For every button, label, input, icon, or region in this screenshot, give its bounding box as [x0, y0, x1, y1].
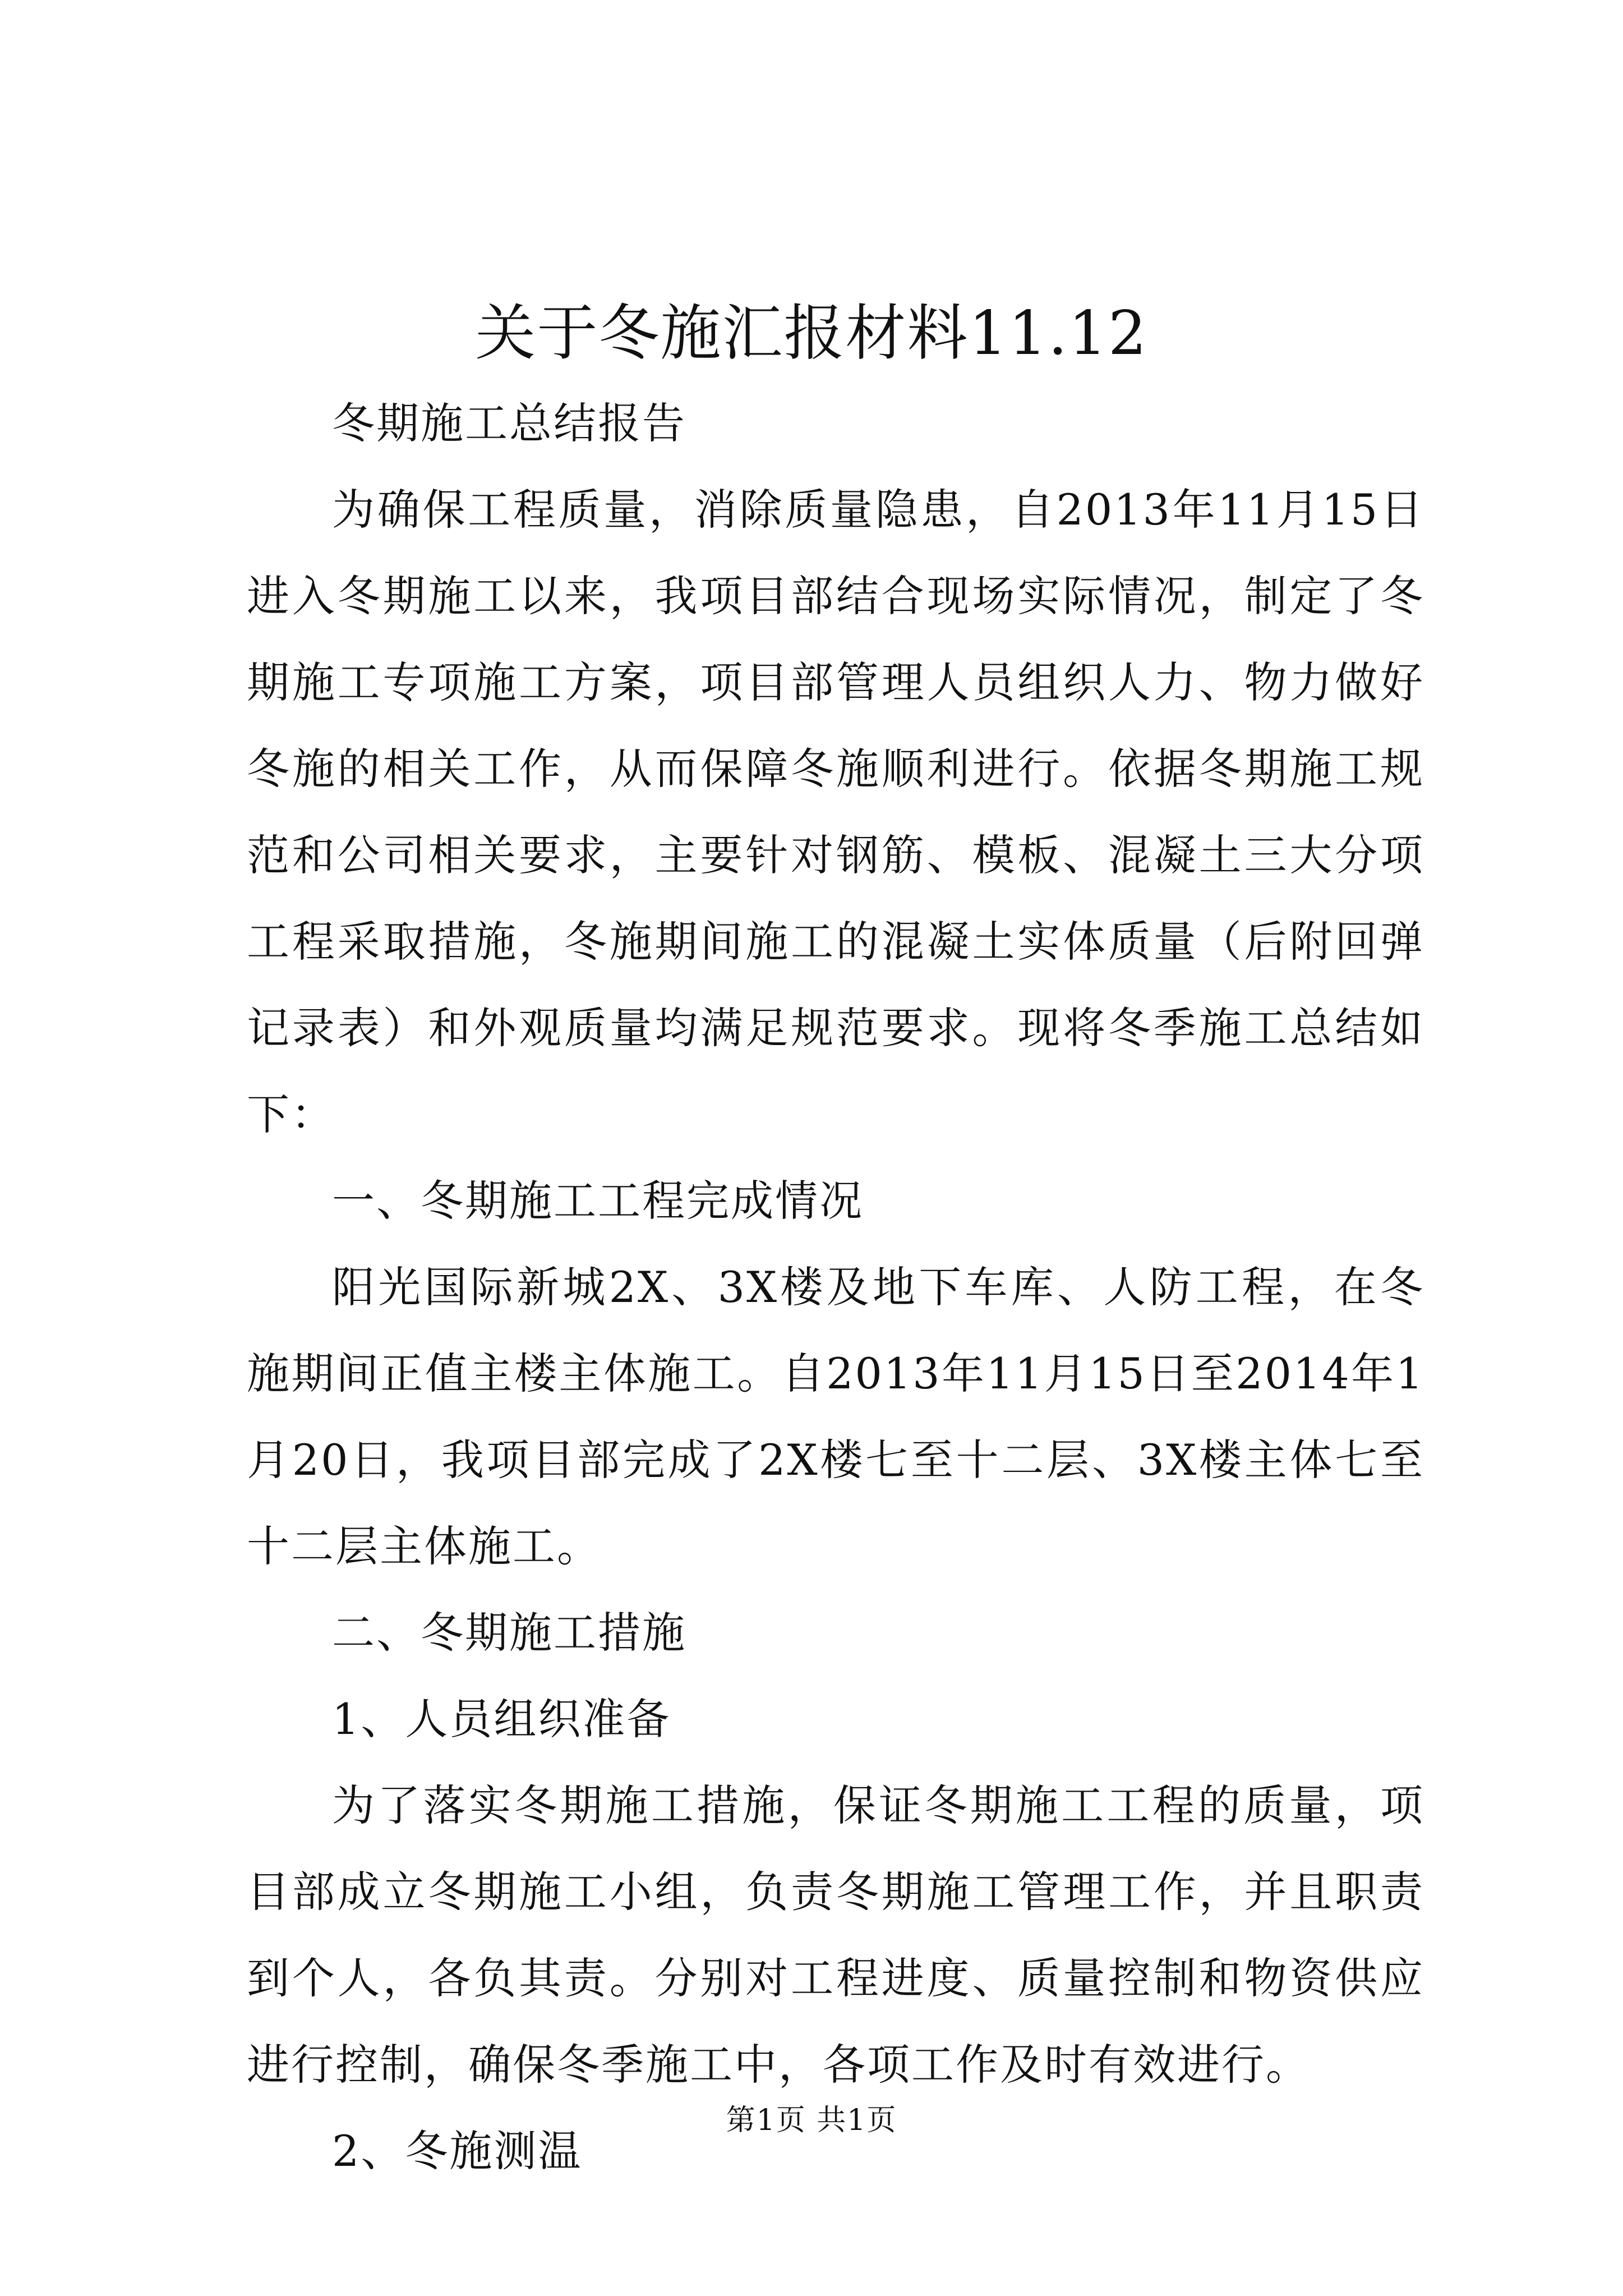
paragraph-completion: 阳光国际新城2X、3X楼及地下车库、人防工程，在冬施期间正值主楼主体施工。自2013年11月15日至2014年1月20日，我项目部完成了2X楼七至十二层、3X楼主体七至十二层主体施工。 — [247, 1262, 1424, 1571]
subheading-temperature: 2、冬施测温 — [332, 2126, 583, 2176]
section-heading-completion: 一、冬期施工工程完成情况 — [332, 1176, 864, 1226]
document-body — [247, 380, 1424, 2194]
section-heading-measures: 二、冬期施工措施 — [332, 1608, 686, 1658]
subheading-personnel: 1、人员组织准备 — [332, 1694, 671, 1744]
paragraph-personnel: 为了落实冬期施工措施，保证冬期施工工程的质量，项目部成立冬期施工小组，负责冬期施工管理工作，并且职责到个人，各负其责。分别对工程进度、质量控制和物资供应进行控制，确保冬季施工中，各项工作及时有效进行。 — [247, 1780, 1424, 2090]
document-title: 关于冬施汇报材料11.12 — [475, 298, 1148, 369]
paragraph-report-heading: 冬期施工总结报告 — [332, 398, 686, 448]
page-footer: 第1页 共1页 — [726, 2104, 897, 2137]
paragraph-introduction: 为确保工程质量，消除质量隐患，自2013年11月15日进入冬期施工以来，我项目部结合现场实际情况，制定了冬期施工专项施工方案，项目部管理人员组织人力、物力做好冬施的相关工作，从而保障冬施顺利进行。依据冬期施工规范和公司相关要求，主要针对钢筋、模板、混凝土三大分项工程采取措施，冬施期间施工的混凝土实体质量（后附回弹记录表）和外观质量均满足规范要求。现将冬季施工总结如下： — [247, 485, 1424, 1139]
